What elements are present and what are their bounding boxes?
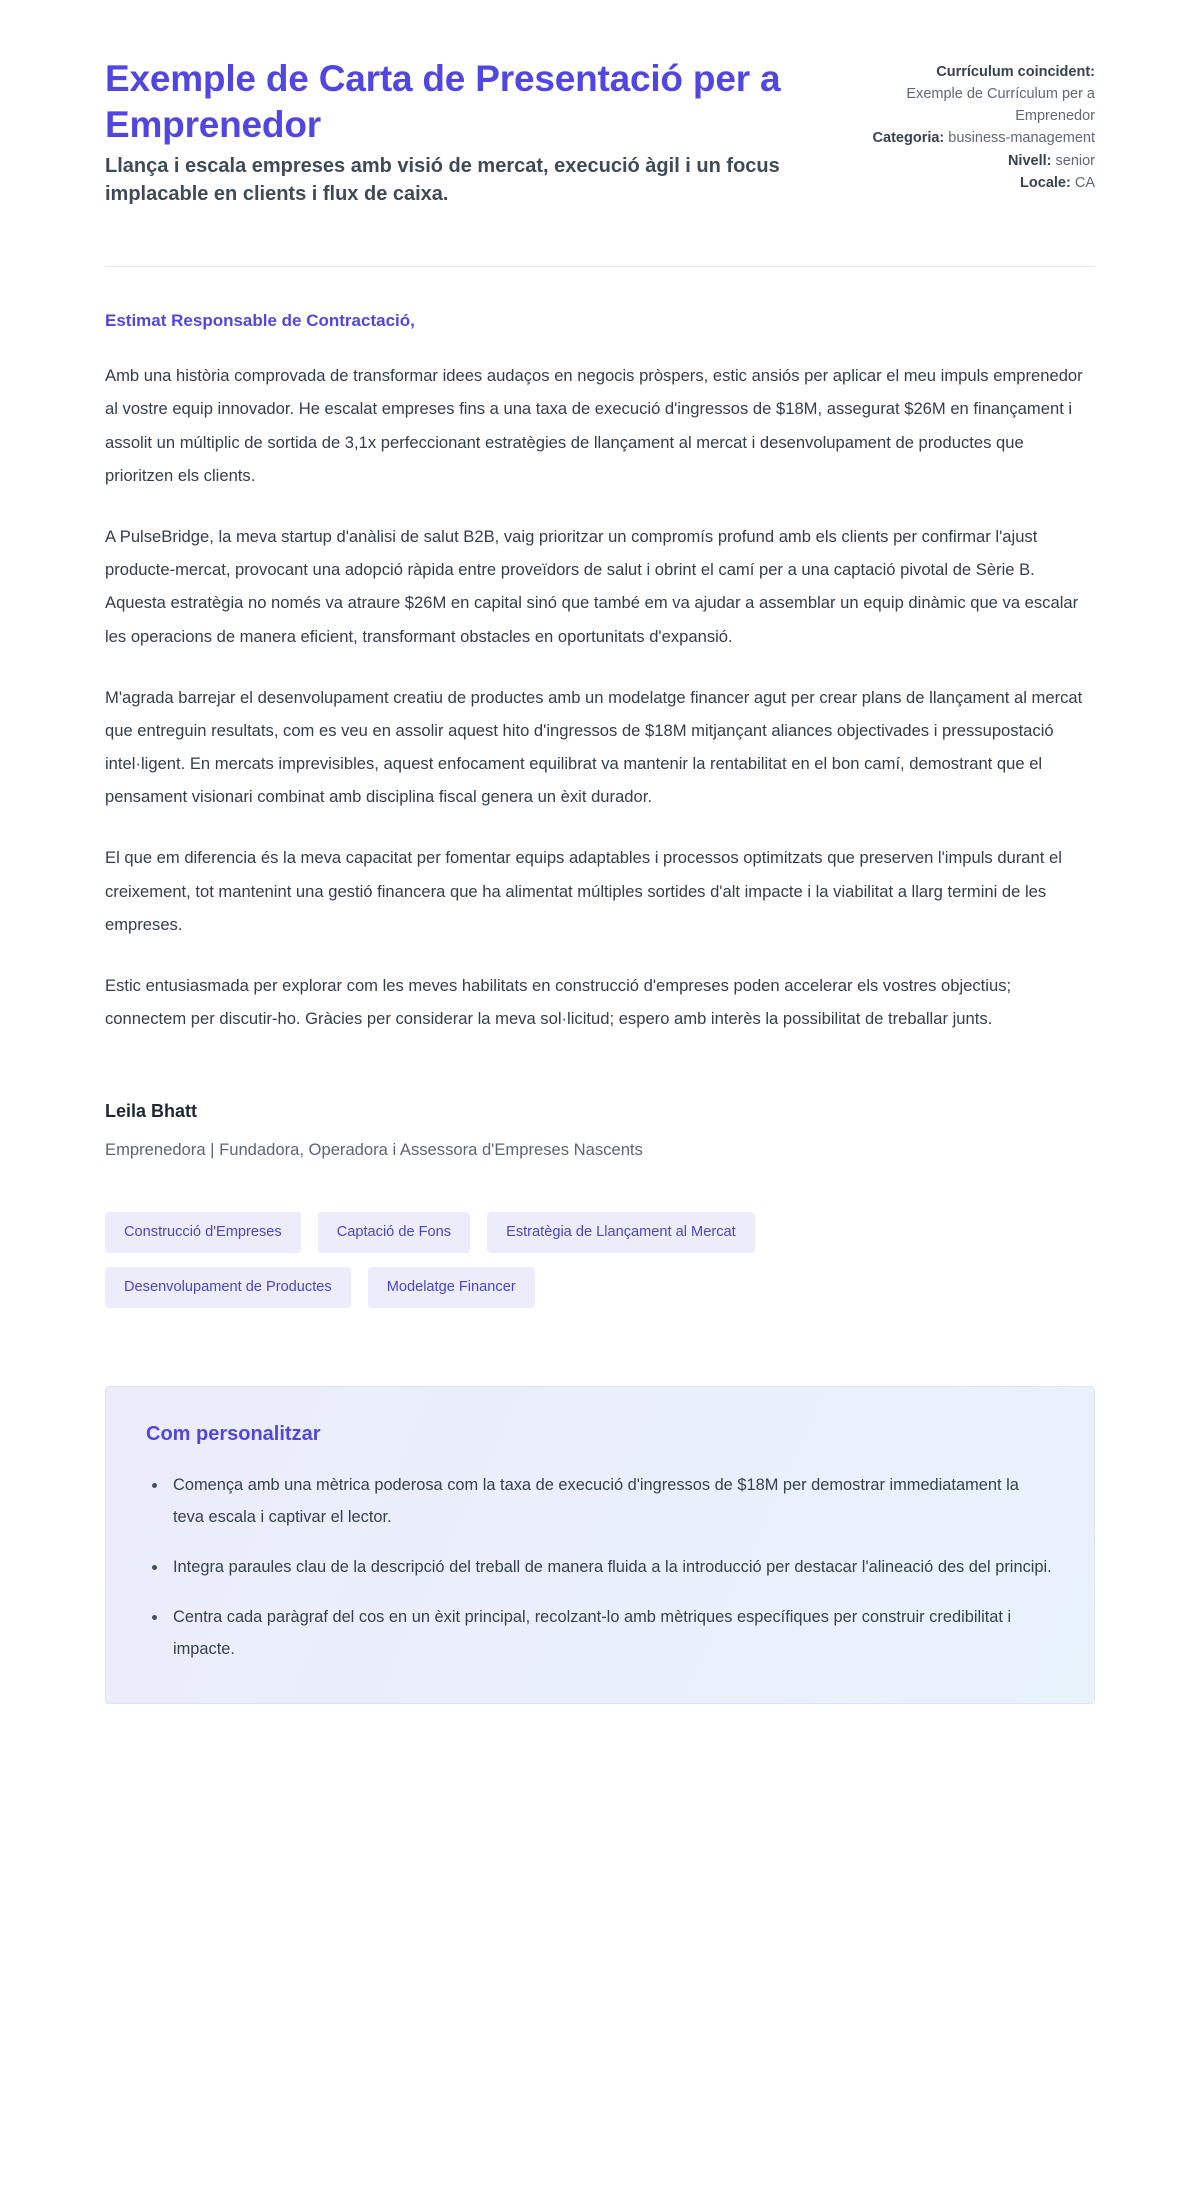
document-header bbox=[105, 0, 1095, 208]
letter-paragraph: M'agrada barrejar el desenvolupament creatiu de productes amb un modelatge financer agut per crear plans de llançament al mercat que entreguin resultats, com es veu en assolir aquest hito d'ingressos de $18M mitjançant aliances objectivades i pressupostació intel·ligent. En mercats imprevisibles, aquest enfocament equilibrat va mantenir la rentabilitat en el bon camí, demostrant que el pensament visionari combinat amb disciplina fiscal genera un èxit durador. bbox=[105, 687, 1083, 807]
meta-matching-resume-label: Currículum coincident: bbox=[936, 64, 1095, 80]
letter-paragraph: El que em diferencia és la meva capacitat per fomentar equips adaptables i processos optimitzats que preserven l'impuls durant el creixement, tot mantenint una gestió financera que ha alimentat múltiples sortides d'alt impacte i la viabilitat a llarg termini de les empreses. bbox=[105, 848, 1062, 934]
letter-paragraph: A PulseBridge, la meva startup d'anàlisi de salut B2B, vaig prioritzar un compromís profund amb els clients per confirmar l'ajust producte-mercat, provocant una adopció ràpida entre proveïdors de salut i obrint el camí per a una captació pivotal de Sèrie B. Aquesta estratègia no només va atraure $26M en capital sinó que també em va ajudar a assemblar un equip dinàmic que va escalar les operacions de manera eficient, transformant obstacles en oportunitats d'expansió. bbox=[105, 526, 1079, 646]
letter-body bbox=[105, 267, 1095, 1035]
meta-matching-resume bbox=[833, 62, 1095, 83]
meta-level-value: senior bbox=[1055, 152, 1095, 169]
meta-category-value: business-management bbox=[948, 130, 1095, 147]
tag-chip[interactable]: Modelatge Financer bbox=[368, 1267, 535, 1308]
how-to-customize-callout bbox=[105, 1386, 1095, 1705]
callout-tip-item: Integra paraules clau de la descripció del treball de manera fluida a la introducció per destacar l'alineació des del principi. bbox=[146, 1552, 1054, 1584]
callout-tip-list bbox=[146, 1470, 1054, 1666]
letter-paragraph: Estic entusiasmada per explorar com les meves habilitats en construcció d'empreses poden accelerar els vostres objectius; connectem per discutir-ho. Gràcies per considerar la meva sol·licitud; espero amb interès la possibilitat de treballar junts. bbox=[105, 976, 1012, 1029]
tag-chip[interactable]: Desenvolupament de Productes bbox=[105, 1267, 351, 1308]
meta-level bbox=[833, 151, 1095, 172]
meta-locale-value: CA bbox=[1074, 175, 1095, 192]
letter-paragraph: Amb una història comprovada de transformar idees audaços en negocis pròspers, estic ansiós per aplicar el meu impuls emprenedor al vostre equip innovador. He escalat empreses fins a una taxa de execució d'ingressos de $18M, assegurat $26M en finançament i assolit un múltiplic de sortida de 3,1x perfeccionant estratègies de llançament al mercat i desenvolupament de productes que prioritzen els clients. bbox=[105, 366, 1083, 485]
meta-locale-label: Locale: bbox=[1020, 175, 1071, 192]
callout-title: Com personalitzar bbox=[146, 1422, 321, 1445]
tag-chip[interactable]: Estratègia de Llançament al Mercat bbox=[487, 1212, 755, 1253]
callout-tip-item: Comença amb una mètrica poderosa com la taxa de execució d'ingressos de $18M per demostrar immediatament la teva escala i captivar el lector. bbox=[146, 1470, 1054, 1534]
header-title-block bbox=[105, 56, 793, 208]
signature-block bbox=[105, 1063, 1095, 1160]
page-title: Exemple de Carta de Presentació per a Emprenedor bbox=[105, 58, 781, 145]
meta-locale bbox=[833, 173, 1095, 194]
document-metadata bbox=[833, 56, 1095, 196]
signature-role: Emprenedora | Fundadora, Operadora i Assessora d'Empreses Nascents bbox=[105, 1140, 643, 1160]
meta-matching-resume-value: Exemple de Currículum per a Emprenedor bbox=[906, 86, 1095, 124]
page-subtitle: Llança i escala empreses amb visió de mercat, execució àgil i un focus implacable en clients i flux de caixa. bbox=[105, 155, 780, 205]
callout-tip-item: Centra cada paràgraf del cos en un èxit principal, recolzant-lo amb mètriques específiques per construir credibilitat i impacte. bbox=[146, 1602, 1054, 1666]
tag-chip[interactable]: Captació de Fons bbox=[318, 1212, 470, 1253]
tag-chip[interactable]: Construcció d'Empreses bbox=[105, 1212, 301, 1253]
meta-category bbox=[833, 128, 1095, 149]
meta-matching-resume-value-row bbox=[833, 84, 1095, 127]
signature-name: Leila Bhatt bbox=[105, 1101, 198, 1122]
letter-salutation: Estimat Responsable de Contractació, bbox=[105, 311, 415, 331]
meta-category-label: Categoria: bbox=[872, 130, 945, 147]
meta-level-label: Nivell: bbox=[1007, 152, 1052, 169]
tag-list bbox=[105, 1160, 885, 1307]
